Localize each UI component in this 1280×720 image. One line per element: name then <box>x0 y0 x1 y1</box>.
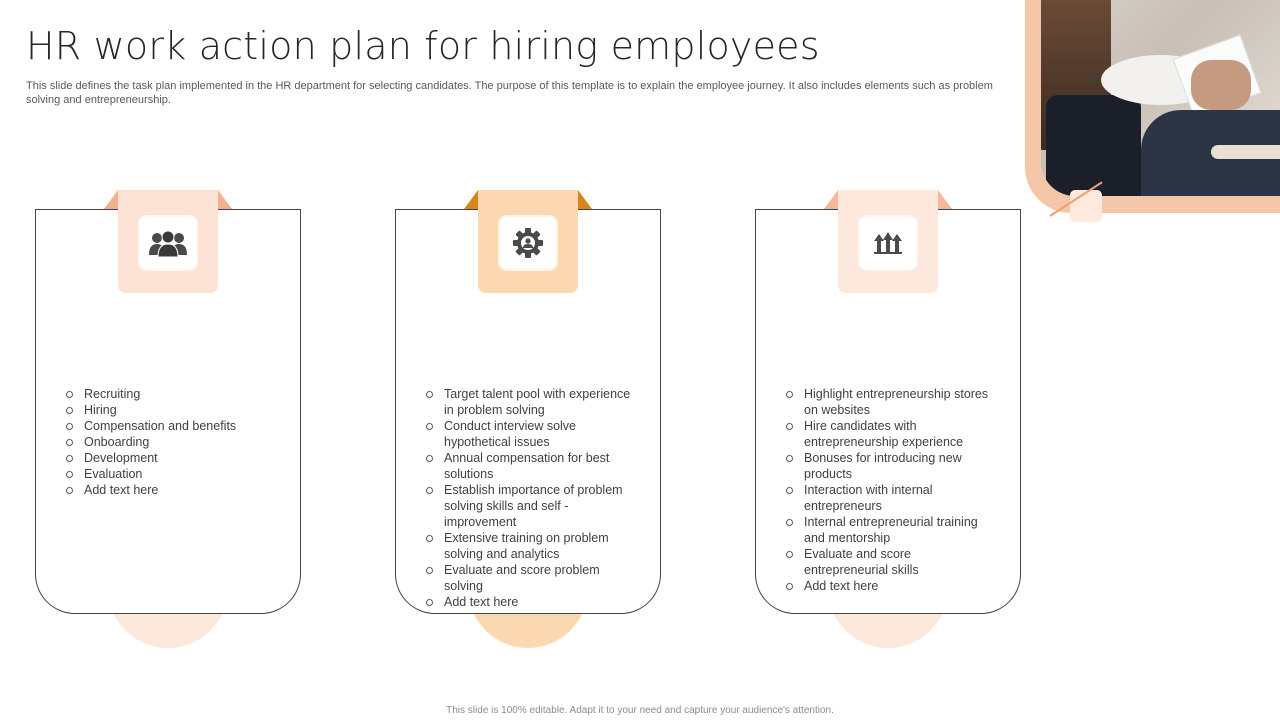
list-item: Add text here <box>425 594 635 610</box>
decorative-square <box>1070 190 1102 222</box>
list-item: Internal entrepreneurial training and mentorship <box>785 514 995 546</box>
card-list <box>425 386 635 610</box>
gear-person-icon <box>512 227 544 259</box>
card-list <box>785 386 995 594</box>
list-item: Highlight entrepreneurship stores on websites <box>785 386 995 418</box>
list-item: Conduct interview solve hypothetical issues <box>425 418 635 450</box>
card-icon-tab <box>838 190 938 293</box>
list-item: Hire candidates with entrepreneurship experience <box>785 418 995 450</box>
list-item: Recruiting <box>65 386 275 402</box>
icon-box <box>140 217 196 269</box>
card-problem-solving <box>395 190 661 650</box>
card-icon-tab <box>478 190 578 293</box>
list-item: Development <box>65 450 275 466</box>
growth-arrows-icon <box>872 231 904 255</box>
list-item: Evaluate and score problem solving <box>425 562 635 594</box>
slide-title: HR work action plan for hiring employees <box>26 24 820 68</box>
card-hr-process <box>35 190 301 650</box>
list-item: Establish importance of problem solving skills and self - improvement <box>425 482 635 530</box>
meeting-photo <box>1041 0 1280 196</box>
slide-footer: This slide is 100% editable. Adapt it to your need and capture your audience's attention. <box>446 705 834 716</box>
list-item: Hiring <box>65 402 275 418</box>
team-icon <box>148 229 188 257</box>
list-item: Interaction with internal entrepreneurs <box>785 482 995 514</box>
list-item: Bonuses for introducing new products <box>785 450 995 482</box>
icon-box <box>860 217 916 269</box>
slide-subtitle: This slide defines the task plan implemented in the HR department for selecting candidates. The purpose of this template is to explain the employee journey. It also includes elements such as problem solving and entrepreneurship. <box>26 80 993 106</box>
list-item: Evaluate and score entrepreneurial skills <box>785 546 995 578</box>
card-list <box>65 386 275 498</box>
list-item: Target talent pool with experience in problem solving <box>425 386 635 418</box>
list-item: Add text here <box>785 578 995 594</box>
list-item: Add text here <box>65 482 275 498</box>
list-item: Compensation and benefits <box>65 418 275 434</box>
list-item: Evaluation <box>65 466 275 482</box>
icon-box <box>500 217 556 269</box>
card-icon-tab <box>118 190 218 293</box>
card-entrepreneurship <box>755 190 1021 650</box>
list-item: Onboarding <box>65 434 275 450</box>
list-item: Annual compensation for best solutions <box>425 450 635 482</box>
list-item: Extensive training on problem solving and analytics <box>425 530 635 562</box>
